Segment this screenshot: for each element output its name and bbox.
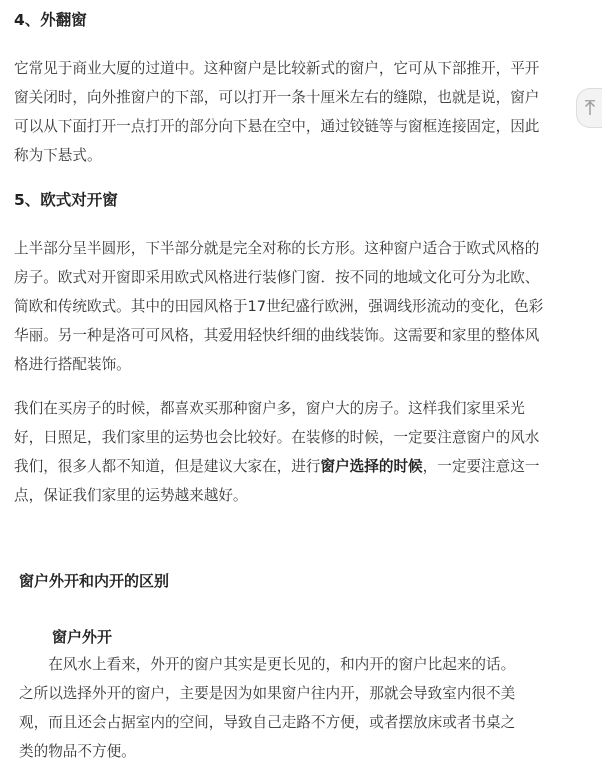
paragraph-line: 它常见于商业大厦的过道中。这种窗户是比较新式的窗户，它可从下部推开，平开 (14, 60, 540, 77)
paragraph-line: 观，而且还会占据室内的空间，导致自己走路不方便，或者摆放床或者书桌之 (19, 714, 516, 731)
text-run: 我们，很多人都不知道，但是建议大家在，进行 (14, 458, 321, 475)
paragraph-european-casement-window (14, 234, 594, 379)
paragraph-outward-opening (19, 650, 599, 766)
paragraph-line: 称为下悬式。 (14, 147, 102, 164)
text-run: ，一定要注意这一 (422, 458, 540, 475)
paragraph-line: 好，日照足，我们家里的运势也会比较好。在装修的时候，一定要注意窗户的风水 (14, 429, 540, 446)
section-heading-open-direction-difference: 窗户外开和内开的区别 (19, 572, 170, 590)
arrow-up-icon (584, 100, 596, 116)
paragraph-line: 上半部分呈半圆形，下半部分就是完全对称的长方形。这种窗户适合于欧式风格的 (14, 240, 540, 257)
paragraph-line: 简欧和传统欧式。其中的田园风格于17世纪盛行欧洲，强调线形流动的变化，色彩 (14, 298, 544, 315)
scroll-to-top-button[interactable] (576, 88, 602, 128)
paragraph-line (14, 452, 594, 481)
paragraph-line: 可以从下面打开一点打开的部分向下悬在空中，通过铰链等与窗框连接固定，因此 (14, 118, 540, 135)
paragraph-line: 我们在买房子的时候，都喜欢买那种窗户多，窗户大的房子。这样我们家里采光 (14, 400, 525, 417)
section-heading-outward-tilt-window: 4、外翻窗 (14, 11, 87, 29)
section-heading-european-casement-window: 5、欧式对开窗 (14, 191, 118, 209)
paragraph-line: 之所以选择外开的窗户，主要是因为如果窗户往内开，那就会导致室内很不美 (19, 685, 516, 702)
paragraph-outward-tilt-window (14, 54, 594, 170)
paragraph-house-buying (14, 394, 594, 510)
paragraph-line: 房子。欧式对开窗即采用欧式风格进行装修门窗．按不同的地域文化可分为北欧、 (14, 269, 540, 286)
paragraph-line: 窗关闭时，向外推窗户的下部，可以打开一条十厘米左右的缝隙，也就是说，窗户 (14, 89, 540, 106)
paragraph-line: 在风水上看来，外开的窗户其实是更长见的，和内开的窗户比起来的话。 (19, 656, 516, 673)
paragraph-line: 点，保证我们家里的运势越来越好。 (14, 487, 248, 504)
subheading-outward-opening: 窗户外开 (52, 628, 113, 646)
paragraph-line: 类的物品不方便。 (19, 743, 136, 760)
bold-text: 窗户选择的时候 (320, 458, 423, 475)
paragraph-line: 华丽。另一种是洛可可风格，其爱用轻快纤细的曲线装饰。这需要和家里的整体风 (14, 327, 540, 344)
paragraph-line: 格进行搭配装饰。 (14, 356, 131, 373)
